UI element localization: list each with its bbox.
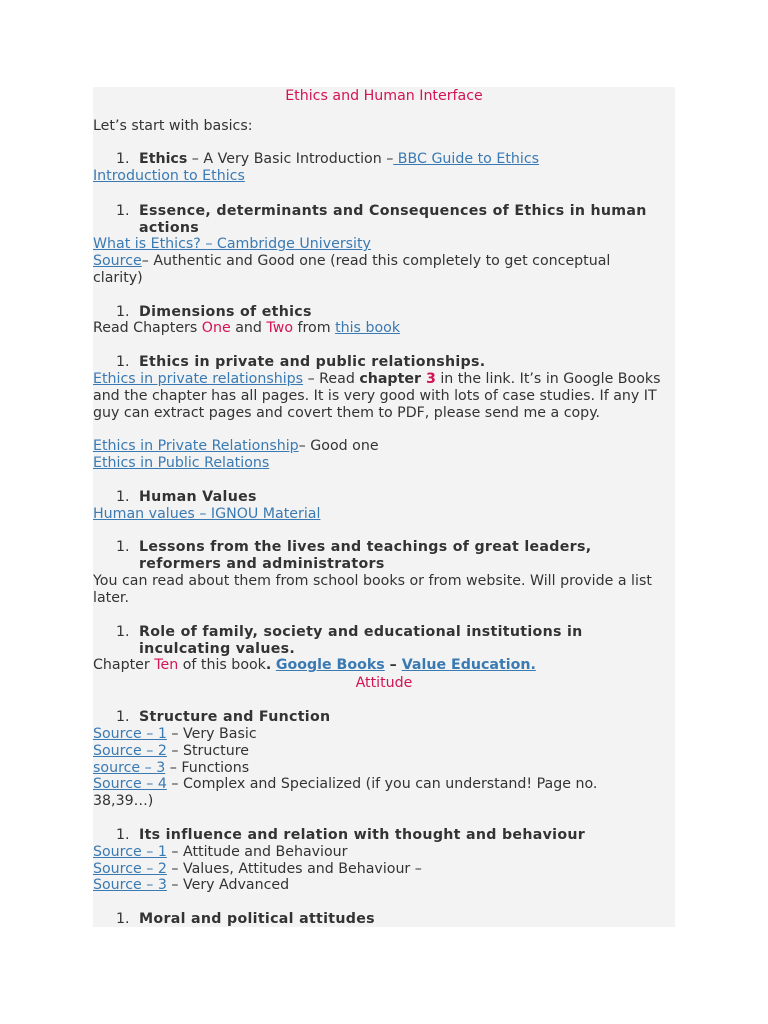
chapters-line: Read Chapters One and Two from this book: [93, 320, 401, 336]
source-1-link[interactable]: Source – 1: [93, 726, 167, 742]
list-number: 1.: [116, 304, 130, 320]
list-item: Source – 2 – Values, Attitudes and Behaviour –: [93, 861, 422, 877]
intro-text: Let’s start with basics:: [93, 118, 253, 134]
source-link[interactable]: Source: [93, 253, 142, 269]
bbc-guide-link[interactable]: BBC Guide to Ethics: [393, 151, 540, 167]
section-text: – A Very Basic Introduction –: [187, 151, 394, 167]
list-number: 1.: [116, 489, 130, 505]
source-3-link[interactable]: source – 3: [93, 760, 166, 776]
private-relationship-link[interactable]: Ethics in Private Relationship: [93, 438, 299, 454]
attitude-heading: Attitude: [355, 675, 413, 691]
leaders-text: You can read about them from school books or from website. Will provide a list later.: [93, 573, 652, 606]
list-number: 1.: [116, 827, 130, 843]
source-text: – Authentic and Good one (read this completely to get conceptual clarity): [93, 253, 611, 286]
source-paragraph: [93, 253, 653, 287]
private-relationships-link[interactable]: Ethics in private relationships: [93, 371, 304, 387]
list-item: Source – 4 – Complex and Specialized (if you can understand! Page no. 38,39…): [93, 776, 598, 809]
good-one-text: – Good one: [298, 438, 379, 454]
section-heading: Ethics: [139, 151, 188, 167]
section-heading: Human Values: [139, 489, 257, 505]
page-title: Ethics and Human Interface: [285, 88, 483, 104]
value-education-link[interactable]: Value Education.: [401, 657, 536, 673]
section-heading: Structure and Function: [139, 709, 331, 725]
section-ethics: [139, 151, 539, 168]
ignou-link[interactable]: Human values – IGNOU Material: [93, 506, 321, 522]
list-item: Source – 1 – Attitude and Behaviour: [93, 844, 348, 860]
section-heading: Lessons from the lives and teachings of great leaders, reformers and administrators: [139, 539, 592, 572]
section-heading: Dimensions of ethics: [139, 304, 312, 320]
private-relationships-paragraph: Ethics in private relationships – Read chapter 3 in the link. It’s in Google Books and the chapter has all pages. It is very good with lots of case studies. If any IT guy can extract pages and covert them to PDF, please send me a copy.: [93, 371, 661, 421]
list-number: 1.: [116, 624, 130, 640]
source-4-link[interactable]: Source – 4: [93, 776, 167, 792]
cambridge-link[interactable]: What is Ethics? – Cambridge University: [93, 236, 371, 252]
section-heading: Its influence and relation with thought and behaviour: [139, 827, 586, 843]
list-number: 1.: [116, 539, 130, 555]
source-2-link[interactable]: Source – 2: [93, 743, 167, 759]
value-education-line: Chapter Ten of this book. Google Books – Value Education.: [93, 657, 536, 673]
source-2-link[interactable]: Source – 2: [93, 861, 167, 877]
intro-to-ethics-link[interactable]: Introduction to Ethics: [93, 168, 245, 184]
list-item: source – 3 – Functions: [93, 760, 250, 776]
section-heading: Moral and political attitudes: [139, 911, 375, 927]
source-3-link[interactable]: Source – 3: [93, 877, 167, 893]
section-heading: Ethics in private and public relationships.: [139, 354, 486, 370]
public-relations-link[interactable]: Ethics in Public Relations: [93, 455, 270, 471]
section-heading: Role of family, society and educational institutions in inculcating values.: [139, 624, 583, 657]
list-number: 1.: [116, 911, 130, 927]
list-number: 1.: [116, 203, 130, 219]
list-item: Source – 3 – Very Advanced: [93, 877, 290, 893]
list-number: 1.: [116, 354, 130, 370]
list-item: Source – 1 – Very Basic: [93, 726, 257, 742]
list-number: 1.: [116, 151, 130, 167]
this-book-link[interactable]: this book: [335, 320, 401, 336]
list-number: 1.: [116, 709, 130, 725]
google-books-link[interactable]: Google Books: [275, 657, 385, 673]
section-heading: Essence, determinants and Consequences of Ethics in human actions: [139, 203, 647, 236]
document-page: [93, 87, 675, 927]
source-1-link[interactable]: Source – 1: [93, 844, 167, 860]
list-item: Source – 2 – Structure: [93, 743, 249, 759]
